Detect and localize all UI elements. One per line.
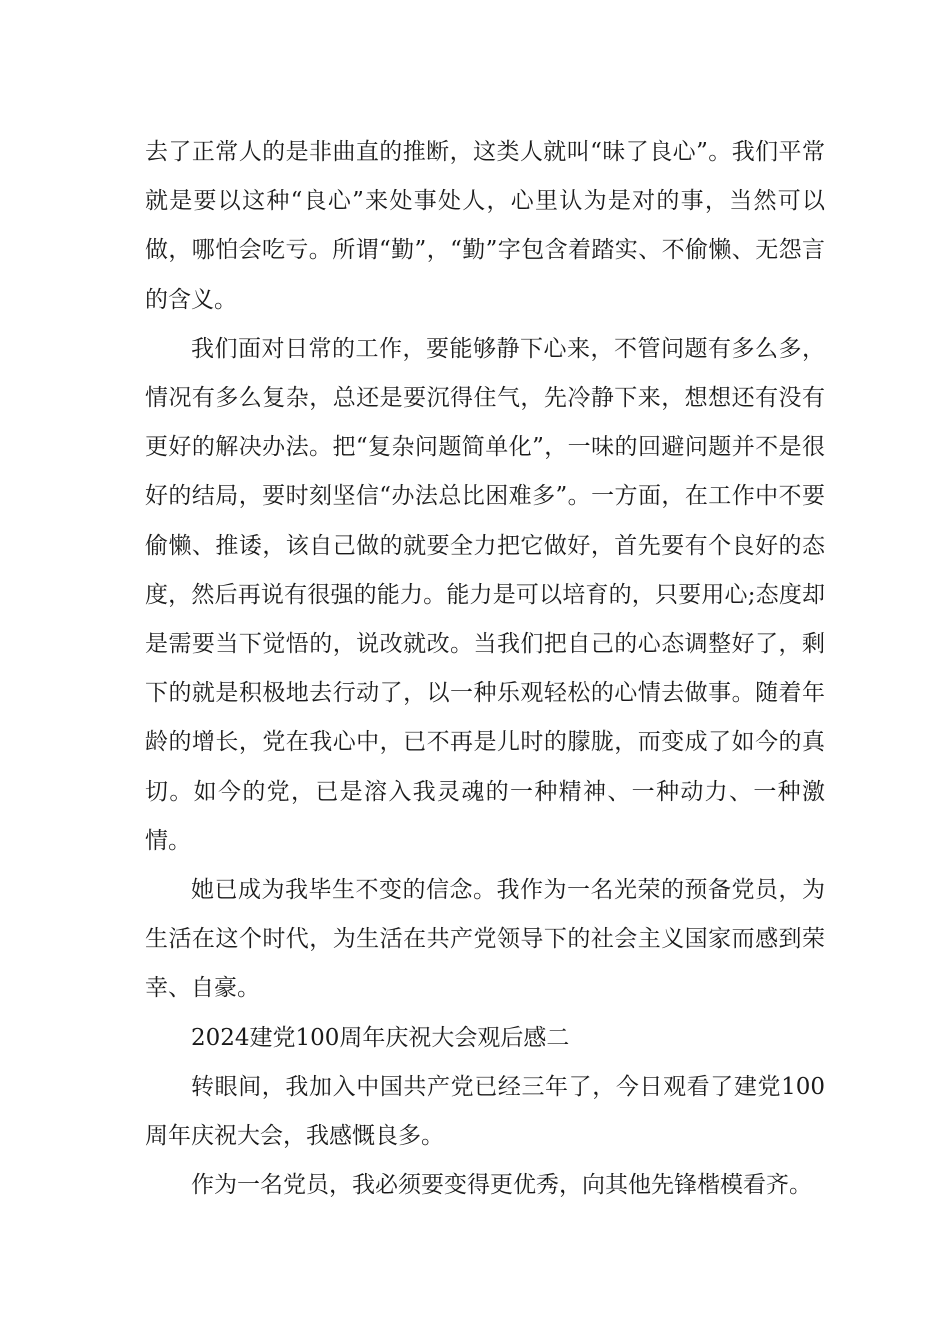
paragraph-p3: 她已成为我毕生不变的信念。我作为一名光荣的预备党员，为生活在这个时代，为生活在共产党领导下的社会主义国家而感到荣幸、自豪。 [145,877,825,1002]
document-body [145,128,825,1210]
paragraph-p2: 我们面对日常的工作，要能够静下心来，不管问题有多么多，情况有多么复杂，总还是要沉得住气，先冷静下来，想想还有没有更好的解决办法。把“复杂问题简单化”，一味的回避问题并不是很好的结局，要时刻坚信“办法总比困难多”。一方面，在工作中不要偷懒、推诿，该自己做的就要全力把它做好，首先要有个良好的态度，然后再说有很强的能力。能力是可以培育的，只要用心;态度却是需要当下觉悟的，说改就改。当我们把自己的心态调整好了，剩下的就是积极地去行动了，以一种乐观轻松的心情去做事。随着年龄的增长，党在我心中，已不再是儿时的朦胧，而变成了如今的真切。如今的党，已是溶入我灵魂的一种精神、一种动力、一种激情。 [145,335,825,854]
paragraph-p5: 作为一名党员，我必须要变得更优秀，向其他先锋楷模看齐。 [191,1172,812,1199]
paragraph-p4: 转眼间，我加入中国共产党已经三年了，今日观看了建党100周年庆祝大会，我感慨良多。 [145,1073,825,1150]
paragraph-p1: 去了正常人的是非曲直的推断，这类人就叫“昧了良心”。我们平常就是要以这种“良心”来处事处人，心里认为是对的事，当然可以做，哪怕会吃亏。所谓“勤”，“勤”字包含着踏实、不偷懒、无怨言的含义。 [145,139,825,313]
section-heading: 2024建党100周年庆祝大会观后感二 [191,1024,570,1051]
